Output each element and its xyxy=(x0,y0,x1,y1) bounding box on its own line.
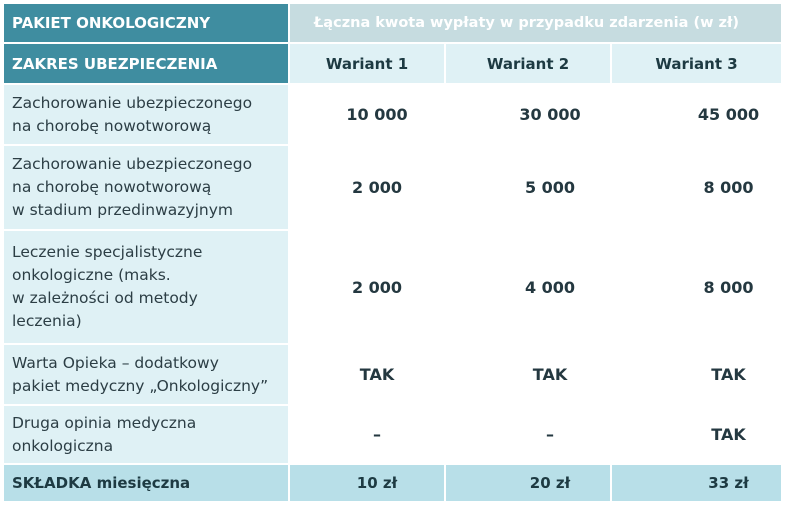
coverage-label-line: na chorobę nowotworową xyxy=(12,116,212,135)
coverage-label-line: na chorobę nowotworową xyxy=(12,178,212,196)
premium-value: 33 zł xyxy=(708,474,749,492)
variant-3-header xyxy=(612,44,781,83)
coverage-label-line: leczenia) xyxy=(12,312,82,330)
value-text: TAK xyxy=(532,365,568,384)
variant-2-header xyxy=(446,44,610,83)
variant-2-value xyxy=(446,231,610,343)
variant-1-value xyxy=(290,85,444,144)
value-text: 8 000 xyxy=(703,178,754,197)
value-text: TAK xyxy=(711,425,746,444)
coverage-label-line: Leczenie specjalistyczne xyxy=(12,243,203,261)
scope-title xyxy=(4,44,288,83)
variant-3-value xyxy=(612,146,781,229)
coverage-label xyxy=(4,345,288,404)
coverage-label-line: Zachorowanie ubezpieczonego xyxy=(12,93,253,112)
value-text: – xyxy=(373,425,381,444)
variant-2-value xyxy=(446,146,610,229)
table-row xyxy=(4,231,781,343)
table-row xyxy=(4,85,781,144)
payout-header xyxy=(290,4,781,42)
variant-1-value xyxy=(290,146,444,229)
variant-3-value xyxy=(612,345,781,404)
variant-3-value xyxy=(612,406,781,463)
value-text: 2 000 xyxy=(351,277,403,297)
variant-1-header xyxy=(290,44,444,83)
coverage-label-line: onkologiczna xyxy=(12,436,114,455)
value-text: 45 000 xyxy=(697,105,760,124)
coverage-label-line: w stadium przedinwazyjnym xyxy=(12,201,233,219)
coverage-label-line: pakiet medyczny „Onkologiczny” xyxy=(12,376,269,395)
variant-2-value xyxy=(446,345,610,404)
coverage-label-line: Warta Opieka – dodatkowy xyxy=(12,353,219,372)
scope-title-text: ZAKRES UBEZPIECZENIA xyxy=(12,54,218,73)
value-text: 5 000 xyxy=(524,178,576,197)
coverage-label-line: onkologiczne (maks. xyxy=(12,266,171,284)
variant-2-value xyxy=(446,406,610,463)
coverage-label-line: w zależności od metody xyxy=(12,289,198,307)
package-title-text: PAKIET ONKOLOGICZNY xyxy=(12,14,211,32)
premium-label-text: SKŁADKA miesięczna xyxy=(12,474,191,492)
table-row xyxy=(4,406,781,463)
variant-3-label: Wariant 3 xyxy=(655,54,738,73)
payout-header-text: Łączna kwota wypłaty w przypadku zdarzenia (w zł) xyxy=(314,15,739,31)
package-title xyxy=(4,4,288,42)
value-text: 2 000 xyxy=(351,178,403,197)
premium-value: 10 zł xyxy=(356,474,398,492)
coverage-label-line: Zachorowanie ubezpieczonego xyxy=(12,155,253,173)
premium-value: 20 zł xyxy=(529,474,571,492)
variant-3-value xyxy=(612,231,781,343)
coverage-label xyxy=(4,406,288,463)
coverage-label xyxy=(4,85,288,144)
premium-variant-1 xyxy=(290,465,444,501)
value-text: TAK xyxy=(711,365,746,384)
table-row xyxy=(4,146,781,229)
coverage-label xyxy=(4,231,288,343)
premium-variant-2 xyxy=(446,465,610,501)
value-text: – xyxy=(546,425,554,444)
variant-1-value xyxy=(290,406,444,463)
premium-variant-3 xyxy=(612,465,781,501)
variant-1-label: Wariant 1 xyxy=(325,54,409,73)
table-subheader-row xyxy=(4,44,781,83)
coverage-label-line: Druga opinia medyczna xyxy=(12,413,197,432)
premium-row xyxy=(4,465,781,501)
variant-3-value xyxy=(612,85,781,144)
table-row xyxy=(4,345,781,404)
value-text: 4 000 xyxy=(524,277,576,297)
value-text: 10 000 xyxy=(346,105,408,124)
variant-1-value xyxy=(290,345,444,404)
insurance-table xyxy=(4,4,781,501)
value-text: 8 000 xyxy=(703,277,754,297)
value-text: 30 000 xyxy=(519,105,581,124)
table-header-row xyxy=(4,4,781,42)
variant-2-label: Wariant 2 xyxy=(486,54,570,73)
premium-label xyxy=(4,465,288,501)
coverage-label xyxy=(4,146,288,229)
value-text: TAK xyxy=(359,365,395,384)
variant-1-value xyxy=(290,231,444,343)
variant-2-value xyxy=(446,85,610,144)
